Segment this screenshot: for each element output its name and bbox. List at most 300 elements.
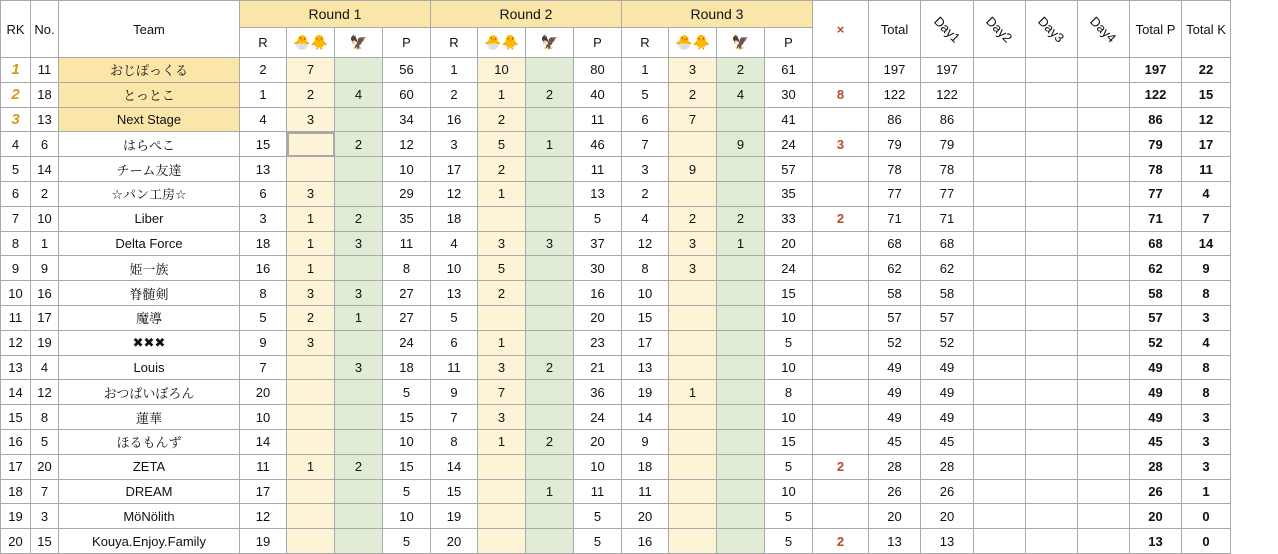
round2-chick-cell[interactable]: 7 [478,380,526,405]
day2-cell[interactable] [974,107,1026,132]
total-kills-cell[interactable]: 8 [1182,355,1231,380]
rank-cell[interactable]: 15 [1,405,31,430]
round2-points-cell[interactable]: 36 [574,380,622,405]
day2-cell[interactable] [974,58,1026,83]
round2-eagle-cell[interactable] [526,454,574,479]
team-name-cell[interactable]: 蓮華 [59,405,240,430]
team-number-cell[interactable]: 16 [31,281,59,306]
round1-points-cell[interactable]: 5 [383,479,431,504]
round3-eagle-cell[interactable] [717,107,765,132]
round1-chick-cell[interactable]: 3 [287,107,335,132]
cross-cell[interactable] [813,355,869,380]
day2-cell[interactable] [974,82,1026,107]
round3-points-cell[interactable]: 5 [765,454,813,479]
round2-eagle-cell[interactable]: 1 [526,479,574,504]
round1-chick-cell[interactable]: 1 [287,454,335,479]
cross-cell[interactable] [813,405,869,430]
round3-points-cell[interactable]: 41 [765,107,813,132]
round1-points-cell[interactable]: 56 [383,58,431,83]
round2-points-cell[interactable]: 5 [574,529,622,554]
total-kills-cell[interactable]: 17 [1182,132,1231,157]
day3-cell[interactable] [1026,479,1078,504]
team-name-cell[interactable]: Louis [59,355,240,380]
round3-eagle-cell[interactable] [717,181,765,206]
team-number-cell[interactable]: 1 [31,231,59,256]
round2-points-cell[interactable]: 80 [574,58,622,83]
team-number-cell[interactable]: 8 [31,405,59,430]
team-number-cell[interactable]: 18 [31,82,59,107]
day2-cell[interactable] [974,305,1026,330]
round2-points-cell[interactable]: 5 [574,504,622,529]
day4-cell[interactable] [1078,181,1130,206]
day1-cell[interactable]: 77 [921,181,974,206]
day2-cell[interactable] [974,429,1026,454]
round3-rank-cell[interactable]: 1 [622,58,669,83]
round1-eagle-cell[interactable]: 3 [335,281,383,306]
total-cell[interactable]: 122 [869,82,921,107]
total-points-cell[interactable]: 79 [1130,132,1182,157]
cross-cell[interactable] [813,256,869,281]
day3-cell[interactable] [1026,256,1078,281]
round1-rank-cell[interactable]: 4 [240,107,287,132]
team-name-cell[interactable]: DREAM [59,479,240,504]
round3-rank-cell[interactable]: 17 [622,330,669,355]
round1-eagle-cell[interactable] [335,529,383,554]
day4-cell[interactable] [1078,504,1130,529]
day3-cell[interactable] [1026,58,1078,83]
day3-cell[interactable] [1026,157,1078,182]
team-number-cell[interactable]: 12 [31,380,59,405]
round2-chick-cell[interactable]: 5 [478,256,526,281]
rank-cell[interactable]: 9 [1,256,31,281]
round2-chick-cell[interactable]: 1 [478,429,526,454]
round3-chick-cell[interactable]: 2 [669,82,717,107]
total-cell[interactable]: 28 [869,454,921,479]
round3-points-cell[interactable]: 10 [765,479,813,504]
round1-eagle-cell[interactable]: 3 [335,355,383,380]
day3-cell[interactable] [1026,82,1078,107]
rank-cell[interactable]: 17 [1,454,31,479]
round1-points-cell[interactable]: 60 [383,82,431,107]
cross-cell[interactable] [813,504,869,529]
day2-cell[interactable] [974,330,1026,355]
round3-points-cell[interactable]: 35 [765,181,813,206]
day1-cell[interactable]: 45 [921,429,974,454]
round1-points-cell[interactable]: 24 [383,330,431,355]
day4-cell[interactable] [1078,405,1130,430]
round2-chick-cell[interactable]: 2 [478,157,526,182]
round1-eagle-cell[interactable] [335,330,383,355]
total-cell[interactable]: 26 [869,479,921,504]
team-name-cell[interactable]: チーム友達 [59,157,240,182]
rank-cell[interactable]: 12 [1,330,31,355]
round1-points-cell[interactable]: 27 [383,281,431,306]
round1-points-cell[interactable]: 10 [383,429,431,454]
team-number-cell[interactable]: 4 [31,355,59,380]
round2-points-cell[interactable]: 37 [574,231,622,256]
round1-chick-cell[interactable]: 3 [287,330,335,355]
round1-points-cell[interactable]: 15 [383,405,431,430]
round3-points-cell[interactable]: 15 [765,281,813,306]
round3-rank-cell[interactable]: 5 [622,82,669,107]
round1-chick-cell[interactable] [287,157,335,182]
total-kills-cell[interactable]: 4 [1182,330,1231,355]
round3-eagle-cell[interactable] [717,355,765,380]
round2-points-cell[interactable]: 30 [574,256,622,281]
cross-cell[interactable] [813,107,869,132]
day1-cell[interactable]: 197 [921,58,974,83]
round2-points-cell[interactable]: 11 [574,157,622,182]
round3-chick-cell[interactable] [669,454,717,479]
round3-points-cell[interactable]: 61 [765,58,813,83]
day1-cell[interactable]: 58 [921,281,974,306]
round1-chick-cell[interactable]: 3 [287,181,335,206]
rank-cell[interactable]: 20 [1,529,31,554]
round2-eagle-cell[interactable] [526,330,574,355]
round2-eagle-cell[interactable] [526,181,574,206]
round2-eagle-cell[interactable] [526,256,574,281]
round2-rank-cell[interactable]: 18 [431,206,478,231]
total-points-cell[interactable]: 71 [1130,206,1182,231]
day3-cell[interactable] [1026,529,1078,554]
round1-eagle-cell[interactable] [335,58,383,83]
round2-points-cell[interactable]: 20 [574,429,622,454]
round1-points-cell[interactable]: 10 [383,504,431,529]
round2-rank-cell[interactable]: 19 [431,504,478,529]
round1-chick-cell[interactable]: 2 [287,305,335,330]
day4-cell[interactable] [1078,281,1130,306]
round2-rank-cell[interactable]: 17 [431,157,478,182]
day2-cell[interactable] [974,181,1026,206]
round3-chick-cell[interactable] [669,305,717,330]
round2-points-cell[interactable]: 20 [574,305,622,330]
round1-eagle-cell[interactable] [335,504,383,529]
round3-points-cell[interactable]: 5 [765,529,813,554]
round3-chick-cell[interactable]: 3 [669,58,717,83]
round1-eagle-cell[interactable]: 2 [335,454,383,479]
rank-cell[interactable]: 13 [1,355,31,380]
team-number-cell[interactable]: 5 [31,429,59,454]
round2-rank-cell[interactable]: 15 [431,479,478,504]
team-name-cell[interactable]: ☆パン工房☆ [59,181,240,206]
round3-eagle-cell[interactable] [717,479,765,504]
team-number-cell[interactable]: 6 [31,132,59,157]
day1-cell[interactable]: 49 [921,405,974,430]
round1-points-cell[interactable]: 18 [383,355,431,380]
day1-cell[interactable]: 52 [921,330,974,355]
total-cell[interactable]: 20 [869,504,921,529]
team-number-cell[interactable]: 20 [31,454,59,479]
round2-rank-cell[interactable]: 1 [431,58,478,83]
total-points-cell[interactable]: 28 [1130,454,1182,479]
round1-rank-cell[interactable]: 1 [240,82,287,107]
round3-chick-cell[interactable]: 9 [669,157,717,182]
round3-chick-cell[interactable] [669,504,717,529]
round3-rank-cell[interactable]: 4 [622,206,669,231]
round1-eagle-cell[interactable] [335,256,383,281]
round1-rank-cell[interactable]: 18 [240,231,287,256]
round3-eagle-cell[interactable] [717,380,765,405]
round1-points-cell[interactable]: 5 [383,380,431,405]
cross-cell[interactable]: 8 [813,82,869,107]
day1-cell[interactable]: 49 [921,355,974,380]
day4-cell[interactable] [1078,107,1130,132]
round3-chick-cell[interactable] [669,355,717,380]
round1-chick-cell[interactable] [287,529,335,554]
round3-chick-cell[interactable] [669,181,717,206]
day2-cell[interactable] [974,157,1026,182]
total-cell[interactable]: 52 [869,330,921,355]
round2-rank-cell[interactable]: 14 [431,454,478,479]
total-kills-cell[interactable]: 7 [1182,206,1231,231]
round2-eagle-cell[interactable] [526,529,574,554]
round3-points-cell[interactable]: 10 [765,405,813,430]
day4-cell[interactable] [1078,529,1130,554]
total-kills-cell[interactable]: 22 [1182,58,1231,83]
round1-chick-cell[interactable] [287,429,335,454]
team-name-cell[interactable]: おじぽっくる [59,58,240,83]
round3-rank-cell[interactable]: 15 [622,305,669,330]
round2-points-cell[interactable]: 23 [574,330,622,355]
team-number-cell[interactable]: 15 [31,529,59,554]
round3-chick-cell[interactable]: 1 [669,380,717,405]
team-number-cell[interactable]: 13 [31,107,59,132]
day1-cell[interactable]: 62 [921,256,974,281]
day4-cell[interactable] [1078,330,1130,355]
total-points-cell[interactable]: 68 [1130,231,1182,256]
round1-eagle-cell[interactable] [335,157,383,182]
round1-chick-cell[interactable] [287,405,335,430]
round3-eagle-cell[interactable] [717,529,765,554]
cross-cell[interactable] [813,157,869,182]
round2-eagle-cell[interactable]: 1 [526,132,574,157]
round2-eagle-cell[interactable] [526,206,574,231]
round3-chick-cell[interactable] [669,281,717,306]
round3-rank-cell[interactable]: 18 [622,454,669,479]
total-kills-cell[interactable]: 8 [1182,380,1231,405]
round1-eagle-cell[interactable] [335,181,383,206]
round2-rank-cell[interactable]: 10 [431,256,478,281]
round1-eagle-cell[interactable] [335,405,383,430]
team-number-cell[interactable]: 17 [31,305,59,330]
round3-points-cell[interactable]: 57 [765,157,813,182]
round3-chick-cell[interactable]: 2 [669,206,717,231]
day3-cell[interactable] [1026,504,1078,529]
round2-chick-cell[interactable] [478,479,526,504]
round2-chick-cell[interactable]: 3 [478,355,526,380]
round2-rank-cell[interactable]: 3 [431,132,478,157]
round3-chick-cell[interactable] [669,479,717,504]
round1-points-cell[interactable]: 29 [383,181,431,206]
round3-rank-cell[interactable]: 7 [622,132,669,157]
round2-chick-cell[interactable] [478,529,526,554]
total-points-cell[interactable]: 77 [1130,181,1182,206]
total-points-cell[interactable]: 78 [1130,157,1182,182]
round3-points-cell[interactable]: 5 [765,504,813,529]
round1-chick-cell[interactable]: 1 [287,231,335,256]
round1-points-cell[interactable]: 5 [383,529,431,554]
team-number-cell[interactable]: 19 [31,330,59,355]
day3-cell[interactable] [1026,454,1078,479]
round1-rank-cell[interactable]: 13 [240,157,287,182]
round3-points-cell[interactable]: 24 [765,132,813,157]
round2-eagle-cell[interactable] [526,157,574,182]
total-kills-cell[interactable]: 0 [1182,504,1231,529]
day2-cell[interactable] [974,454,1026,479]
team-name-cell[interactable]: とっとこ [59,82,240,107]
day3-cell[interactable] [1026,281,1078,306]
round3-eagle-cell[interactable]: 2 [717,206,765,231]
team-name-cell[interactable]: Liber [59,206,240,231]
day3-cell[interactable] [1026,355,1078,380]
round1-rank-cell[interactable]: 5 [240,305,287,330]
round3-eagle-cell[interactable] [717,429,765,454]
round3-eagle-cell[interactable]: 2 [717,58,765,83]
round2-rank-cell[interactable]: 12 [431,181,478,206]
day1-cell[interactable]: 57 [921,305,974,330]
day3-cell[interactable] [1026,405,1078,430]
round1-eagle-cell[interactable]: 2 [335,132,383,157]
round2-chick-cell[interactable]: 2 [478,281,526,306]
total-points-cell[interactable]: 58 [1130,281,1182,306]
rank-cell[interactable]: 10 [1,281,31,306]
total-cell[interactable]: 197 [869,58,921,83]
round1-chick-cell[interactable]: 2 [287,82,335,107]
rank-cell[interactable]: 8 [1,231,31,256]
day1-cell[interactable]: 122 [921,82,974,107]
round3-eagle-cell[interactable] [717,305,765,330]
day3-cell[interactable] [1026,231,1078,256]
round3-eagle-cell[interactable] [717,256,765,281]
round2-eagle-cell[interactable]: 3 [526,231,574,256]
day1-cell[interactable]: 13 [921,529,974,554]
rank-cell[interactable]: 2 [1,82,31,107]
round2-chick-cell[interactable]: 1 [478,82,526,107]
round3-rank-cell[interactable]: 9 [622,429,669,454]
team-number-cell[interactable]: 11 [31,58,59,83]
round3-eagle-cell[interactable]: 9 [717,132,765,157]
team-name-cell[interactable]: 姫一族 [59,256,240,281]
round3-eagle-cell[interactable]: 1 [717,231,765,256]
round1-eagle-cell[interactable]: 2 [335,206,383,231]
round3-chick-cell[interactable] [669,132,717,157]
round1-eagle-cell[interactable]: 1 [335,305,383,330]
total-points-cell[interactable]: 20 [1130,504,1182,529]
team-name-cell[interactable]: ✖✖✖ [59,330,240,355]
round2-rank-cell[interactable]: 11 [431,355,478,380]
total-points-cell[interactable]: 13 [1130,529,1182,554]
round2-eagle-cell[interactable] [526,504,574,529]
round1-rank-cell[interactable]: 10 [240,405,287,430]
round2-rank-cell[interactable]: 8 [431,429,478,454]
cross-cell[interactable] [813,429,869,454]
day1-cell[interactable]: 79 [921,132,974,157]
round2-rank-cell[interactable]: 6 [431,330,478,355]
round1-rank-cell[interactable]: 9 [240,330,287,355]
day4-cell[interactable] [1078,231,1130,256]
total-cell[interactable]: 49 [869,380,921,405]
round2-rank-cell[interactable]: 20 [431,529,478,554]
round2-rank-cell[interactable]: 5 [431,305,478,330]
round3-eagle-cell[interactable] [717,454,765,479]
total-cell[interactable]: 79 [869,132,921,157]
round1-rank-cell[interactable]: 17 [240,479,287,504]
round2-eagle-cell[interactable]: 2 [526,82,574,107]
round1-chick-cell[interactable] [287,132,335,157]
round2-chick-cell[interactable] [478,454,526,479]
round3-rank-cell[interactable]: 12 [622,231,669,256]
round3-eagle-cell[interactable]: 4 [717,82,765,107]
day3-cell[interactable] [1026,132,1078,157]
total-kills-cell[interactable]: 4 [1182,181,1231,206]
round2-eagle-cell[interactable] [526,305,574,330]
total-cell[interactable]: 45 [869,429,921,454]
round3-points-cell[interactable]: 33 [765,206,813,231]
round1-eagle-cell[interactable] [335,429,383,454]
round1-chick-cell[interactable]: 3 [287,281,335,306]
round3-points-cell[interactable]: 15 [765,429,813,454]
team-number-cell[interactable]: 14 [31,157,59,182]
total-cell[interactable]: 78 [869,157,921,182]
round2-eagle-cell[interactable] [526,58,574,83]
day1-cell[interactable]: 20 [921,504,974,529]
day2-cell[interactable] [974,132,1026,157]
day1-cell[interactable]: 68 [921,231,974,256]
round1-chick-cell[interactable] [287,355,335,380]
round1-rank-cell[interactable]: 16 [240,256,287,281]
total-points-cell[interactable]: 197 [1130,58,1182,83]
day3-cell[interactable] [1026,429,1078,454]
round1-chick-cell[interactable] [287,380,335,405]
day1-cell[interactable]: 26 [921,479,974,504]
total-kills-cell[interactable]: 1 [1182,479,1231,504]
total-kills-cell[interactable]: 11 [1182,157,1231,182]
day3-cell[interactable] [1026,206,1078,231]
day4-cell[interactable] [1078,454,1130,479]
round1-eagle-cell[interactable] [335,380,383,405]
round1-eagle-cell[interactable] [335,479,383,504]
round2-eagle-cell[interactable]: 2 [526,355,574,380]
round1-rank-cell[interactable]: 15 [240,132,287,157]
round2-chick-cell[interactable]: 10 [478,58,526,83]
total-cell[interactable]: 71 [869,206,921,231]
cross-cell[interactable] [813,231,869,256]
round3-chick-cell[interactable] [669,330,717,355]
round1-rank-cell[interactable]: 3 [240,206,287,231]
cross-cell[interactable] [813,281,869,306]
round1-chick-cell[interactable]: 1 [287,206,335,231]
day2-cell[interactable] [974,281,1026,306]
round1-chick-cell[interactable] [287,504,335,529]
round1-rank-cell[interactable]: 6 [240,181,287,206]
day1-cell[interactable]: 78 [921,157,974,182]
total-kills-cell[interactable]: 8 [1182,281,1231,306]
cross-cell[interactable] [813,58,869,83]
rank-cell[interactable]: 4 [1,132,31,157]
round2-rank-cell[interactable]: 2 [431,82,478,107]
round3-points-cell[interactable]: 10 [765,305,813,330]
team-number-cell[interactable]: 2 [31,181,59,206]
round2-points-cell[interactable]: 11 [574,107,622,132]
round1-points-cell[interactable]: 15 [383,454,431,479]
day1-cell[interactable]: 28 [921,454,974,479]
round3-rank-cell[interactable]: 6 [622,107,669,132]
round3-eagle-cell[interactable] [717,330,765,355]
day4-cell[interactable] [1078,355,1130,380]
total-kills-cell[interactable]: 9 [1182,256,1231,281]
round3-rank-cell[interactable]: 13 [622,355,669,380]
round1-eagle-cell[interactable]: 3 [335,231,383,256]
